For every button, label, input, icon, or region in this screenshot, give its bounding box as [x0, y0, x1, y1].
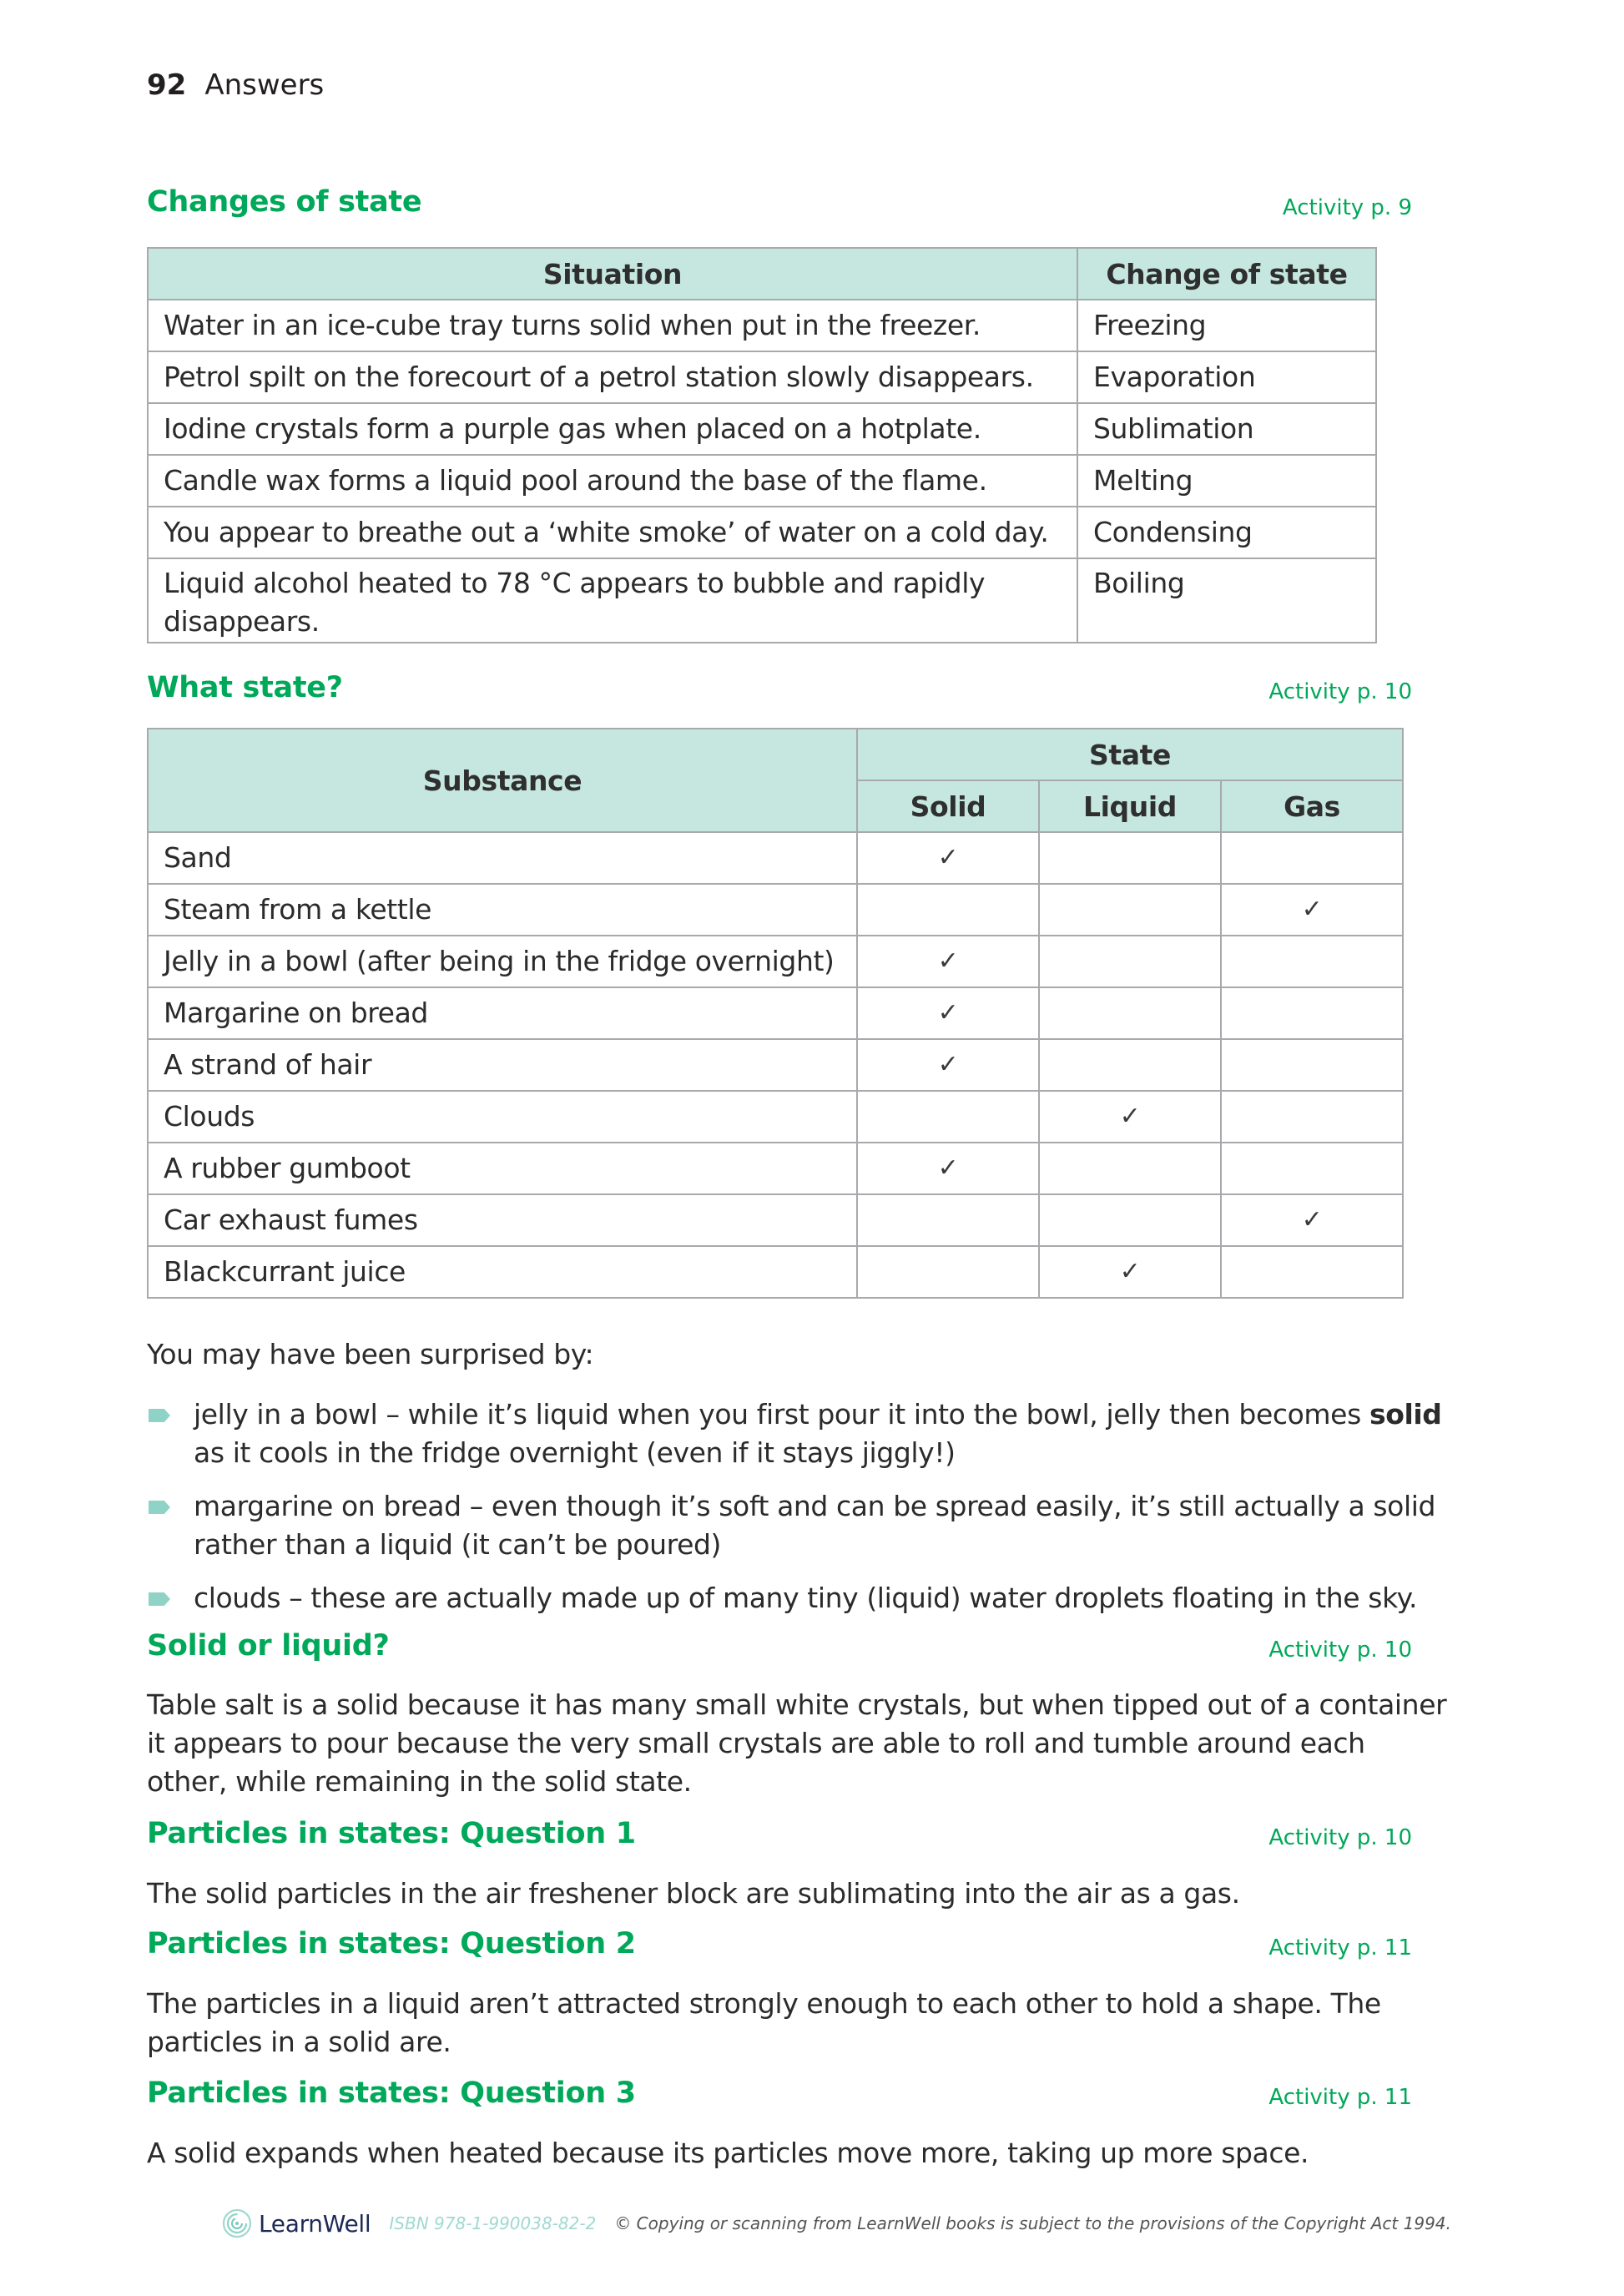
table-row: [148, 1143, 1403, 1194]
substance-cell: Sand: [148, 832, 857, 884]
situation-cell: Liquid alcohol heated to 78 °C appears to bubble and rapidly disappears.: [148, 558, 1077, 643]
question-3-answer: A solid expands when heated because its particles move more, taking up more space.: [147, 2137, 1309, 2169]
gas-check-icon: [1221, 1246, 1403, 1298]
gas-check-icon: ✓: [1221, 1194, 1403, 1246]
solid-check-icon: [857, 1246, 1039, 1298]
gas-check-icon: [1221, 987, 1403, 1039]
table-row: [148, 832, 1403, 884]
changes-of-state-table: [147, 247, 1377, 643]
gas-check-icon: ✓: [1221, 884, 1403, 936]
solid-check-icon: ✓: [857, 936, 1039, 987]
change-cell: Evaporation: [1077, 351, 1376, 403]
gas-check-icon: [1221, 1143, 1403, 1194]
what-state-table: [147, 728, 1404, 1299]
section-title-what-state: What state?: [147, 671, 343, 704]
column-header-gas: Gas: [1221, 780, 1403, 832]
brand-name: LearnWell: [259, 2209, 371, 2238]
table-row: [148, 300, 1376, 351]
bullet-arrow-icon: [149, 1501, 170, 1514]
substance-cell: A rubber gumboot: [148, 1143, 857, 1194]
liquid-check-icon: ✓: [1039, 1091, 1221, 1143]
change-cell: Freezing: [1077, 300, 1376, 351]
activity-reference: Activity p. 10: [1268, 1825, 1412, 1850]
activity-reference: Activity p. 10: [1268, 1637, 1412, 1663]
table-row: [148, 936, 1403, 987]
solid-check-icon: [857, 884, 1039, 936]
gas-check-icon: [1221, 1039, 1403, 1091]
activity-reference: Activity p. 11: [1268, 2085, 1412, 2110]
bullet-text: jelly in a bowl – while it’s liquid when you first pour it into the bowl, jelly then becomes: [194, 1398, 1369, 1431]
column-header-change-of-state: Change of state: [1077, 248, 1376, 300]
bullet-text: as it cools in the fridge overnight (even if it stays jiggly!): [194, 1436, 956, 1469]
column-header-situation: Situation: [148, 248, 1077, 300]
section-title-question-1: Particles in states: Question 1: [147, 1817, 636, 1850]
bullet-arrow-icon: [149, 1592, 170, 1606]
list-item: [147, 1487, 1449, 1564]
page-footer: [222, 2205, 1451, 2242]
table-row: [148, 455, 1376, 507]
swirl-logo-icon: [222, 2208, 252, 2238]
table-header-row: [148, 248, 1376, 300]
change-cell: Condensing: [1077, 507, 1376, 558]
activity-reference: Activity p. 11: [1268, 1935, 1412, 1960]
activity-reference: Activity p. 9: [1282, 195, 1412, 220]
liquid-check-icon: [1039, 1143, 1221, 1194]
section-title-question-3: Particles in states: Question 3: [147, 2076, 636, 2110]
page-number: 92: [147, 68, 187, 102]
substance-cell: Jelly in a bowl (after being in the fridge overnight): [148, 936, 857, 987]
section-title-changes-of-state: Changes of state: [147, 185, 422, 219]
solid-check-icon: ✓: [857, 987, 1039, 1039]
situation-cell: Iodine crystals form a purple gas when placed on a hotplate.: [148, 403, 1077, 455]
change-cell: Melting: [1077, 455, 1376, 507]
table-row: [148, 884, 1403, 936]
table-row: [148, 1246, 1403, 1298]
question-1-answer: The solid particles in the air freshener block are sublimating into the air as a gas.: [147, 1877, 1240, 1910]
table-row: [148, 351, 1376, 403]
list-item: [147, 1579, 1449, 1617]
column-header-state: State: [857, 729, 1403, 780]
section-title-solid-or-liquid: Solid or liquid?: [147, 1629, 390, 1663]
surprise-list: [147, 1395, 1449, 1632]
solid-check-icon: [857, 1194, 1039, 1246]
page-header: [147, 68, 324, 102]
liquid-check-icon: ✓: [1039, 1246, 1221, 1298]
substance-cell: A strand of hair: [148, 1039, 857, 1091]
liquid-check-icon: [1039, 1194, 1221, 1246]
table-header-row: [148, 729, 1403, 780]
liquid-check-icon: [1039, 1039, 1221, 1091]
liquid-check-icon: [1039, 987, 1221, 1039]
gas-check-icon: [1221, 832, 1403, 884]
solid-check-icon: ✓: [857, 832, 1039, 884]
solid-check-icon: [857, 1091, 1039, 1143]
liquid-check-icon: [1039, 832, 1221, 884]
activity-reference: Activity p. 10: [1268, 679, 1412, 704]
column-header-liquid: Liquid: [1039, 780, 1221, 832]
bullet-text: clouds – these are actually made up of many tiny (liquid) water droplets floating in the sky.: [194, 1582, 1418, 1614]
column-header-solid: Solid: [857, 780, 1039, 832]
change-cell: Boiling: [1077, 558, 1376, 643]
substance-cell: Clouds: [148, 1091, 857, 1143]
column-header-substance: Substance: [148, 729, 857, 832]
gas-check-icon: [1221, 936, 1403, 987]
situation-cell: You appear to breathe out a ‘white smoke’ of water on a cold day.: [148, 507, 1077, 558]
surprised-intro: You may have been surprised by:: [147, 1338, 594, 1370]
bullet-arrow-icon: [149, 1409, 170, 1422]
solid-or-liquid-answer: Table salt is a solid because it has many small white crystals, but when tipped out of a container it appears to pour because the very small crystals are able to roll and tumble around each other, while remaining in the solid state.: [147, 1688, 1447, 1798]
substance-cell: Blackcurrant juice: [148, 1246, 857, 1298]
table-row: [148, 1091, 1403, 1143]
list-item: [147, 1395, 1449, 1472]
change-cell: Sublimation: [1077, 403, 1376, 455]
solid-check-icon: ✓: [857, 1143, 1039, 1194]
table-row: [148, 558, 1376, 643]
table-row: [148, 403, 1376, 455]
page-header-title: Answers: [204, 68, 325, 102]
substance-cell: Margarine on bread: [148, 987, 857, 1039]
isbn-text: ISBN 978-1-990038-82-2: [389, 2213, 597, 2233]
section-title-question-2: Particles in states: Question 2: [147, 1927, 636, 1960]
solid-check-icon: ✓: [857, 1039, 1039, 1091]
situation-cell: Candle wax forms a liquid pool around the base of the flame.: [148, 455, 1077, 507]
situation-cell: Petrol spilt on the forecourt of a petrol station slowly disappears.: [148, 351, 1077, 403]
liquid-check-icon: [1039, 884, 1221, 936]
table-row: [148, 1194, 1403, 1246]
gas-check-icon: [1221, 1091, 1403, 1143]
bullet-bold-text: solid: [1369, 1398, 1442, 1431]
question-2-answer: The particles in a liquid aren’t attracted strongly enough to each other to hold a shape. The particles in a solid are.: [147, 1987, 1381, 2058]
table-row: [148, 507, 1376, 558]
bullet-text: margarine on bread – even though it’s soft and can be spread easily, it’s still actually a solid rather than a liquid (it can’t be poured): [194, 1490, 1436, 1561]
substance-cell: Car exhaust fumes: [148, 1194, 857, 1246]
situation-cell: Water in an ice-cube tray turns solid when put in the freezer.: [148, 300, 1077, 351]
substance-cell: Steam from a kettle: [148, 884, 857, 936]
copyright-text: © Copying or scanning from LearnWell books is subject to the provisions of the Copyright Act 1994.: [614, 2213, 1451, 2233]
table-row: [148, 1039, 1403, 1091]
liquid-check-icon: [1039, 936, 1221, 987]
table-row: [148, 987, 1403, 1039]
